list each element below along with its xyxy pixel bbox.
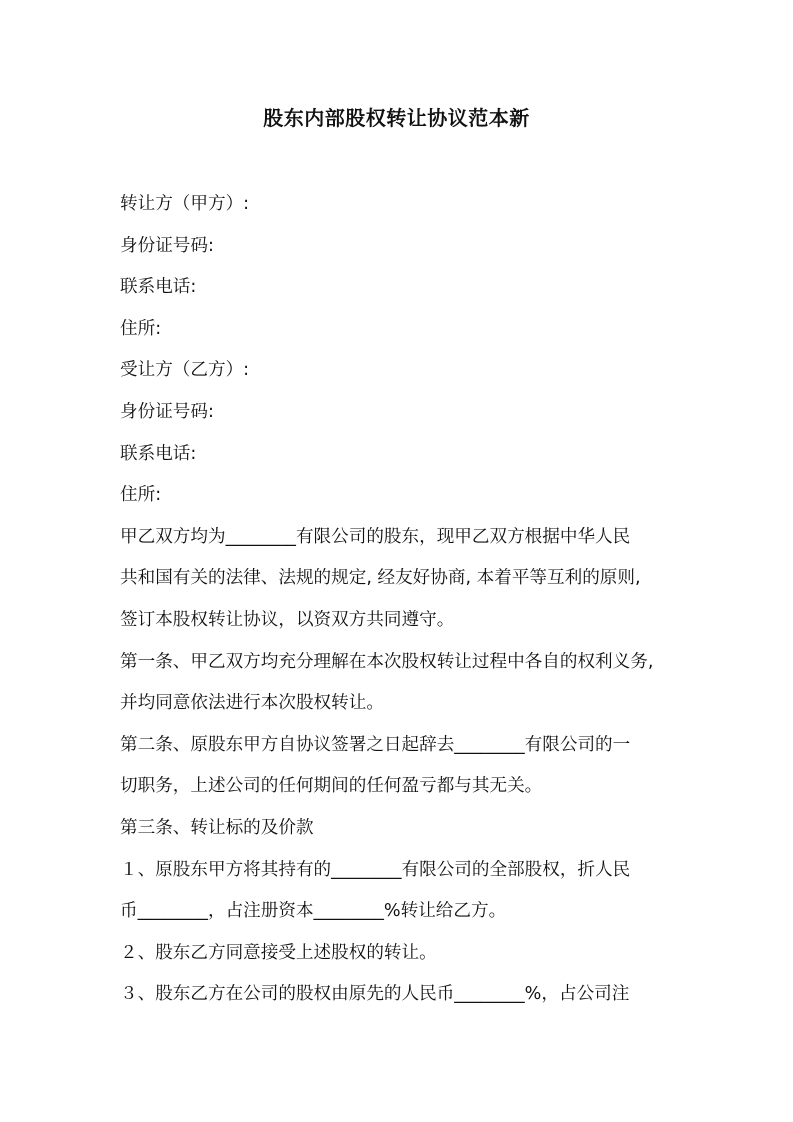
clause-one-line: １、原股东甲方将其持有的________有限公司的全部股权，折人民 (120, 859, 631, 880)
clause-three-line: ３、股东乙方在公司的股权由原先的人民币________%，占公司注 (120, 984, 630, 1005)
transferor-address-label: 住所: (120, 318, 162, 339)
document-title: 股东内部股权转让协议范本新 (263, 106, 530, 130)
transferee-id-number-label: 身份证号码: (120, 401, 214, 422)
transferor-label: 转让方（甲方）: (120, 194, 250, 214)
transferee-address-label: 住所: (120, 485, 162, 506)
preamble-line: 签订本股权转让协议，以资双方共同遵守。 (120, 609, 455, 630)
transferee-label: 受让方（乙方）: (120, 360, 250, 381)
article-one-line: 并均同意依法进行本次股权转让。 (120, 693, 384, 714)
document-body (120, 184, 685, 1016)
clause-two-line: ２、股东乙方同意接受上述股权的转让。 (120, 942, 437, 963)
article-two-line: 第二条、原股东甲方自协议签署之日起辞去________有限公司的一 (120, 734, 631, 755)
article-one-line: 第一条、甲乙双方均充分理解在本次股权转让过程中各自的权利义务, (120, 651, 654, 672)
preamble-line: 共和国有关的法律、法规的规定, 经友好协商, 本着平等互利的原则, (120, 568, 641, 589)
transferor-phone-label: 联系电话: (120, 277, 197, 298)
transferor-id-number-label: 身份证号码: (120, 235, 214, 256)
article-three-heading: 第三条、转让标的及价款 (120, 817, 314, 838)
article-two-line: 切职务，上述公司的任何期间的任何盈亏都与其无关。 (120, 776, 543, 797)
clause-one-line: 币________，占注册资本________%转让给乙方。 (120, 901, 507, 922)
preamble-line: 甲乙双方均为________有限公司的股东，现甲乙双方根据中华人民 (120, 526, 631, 547)
transferee-phone-label: 联系电话: (120, 443, 197, 464)
